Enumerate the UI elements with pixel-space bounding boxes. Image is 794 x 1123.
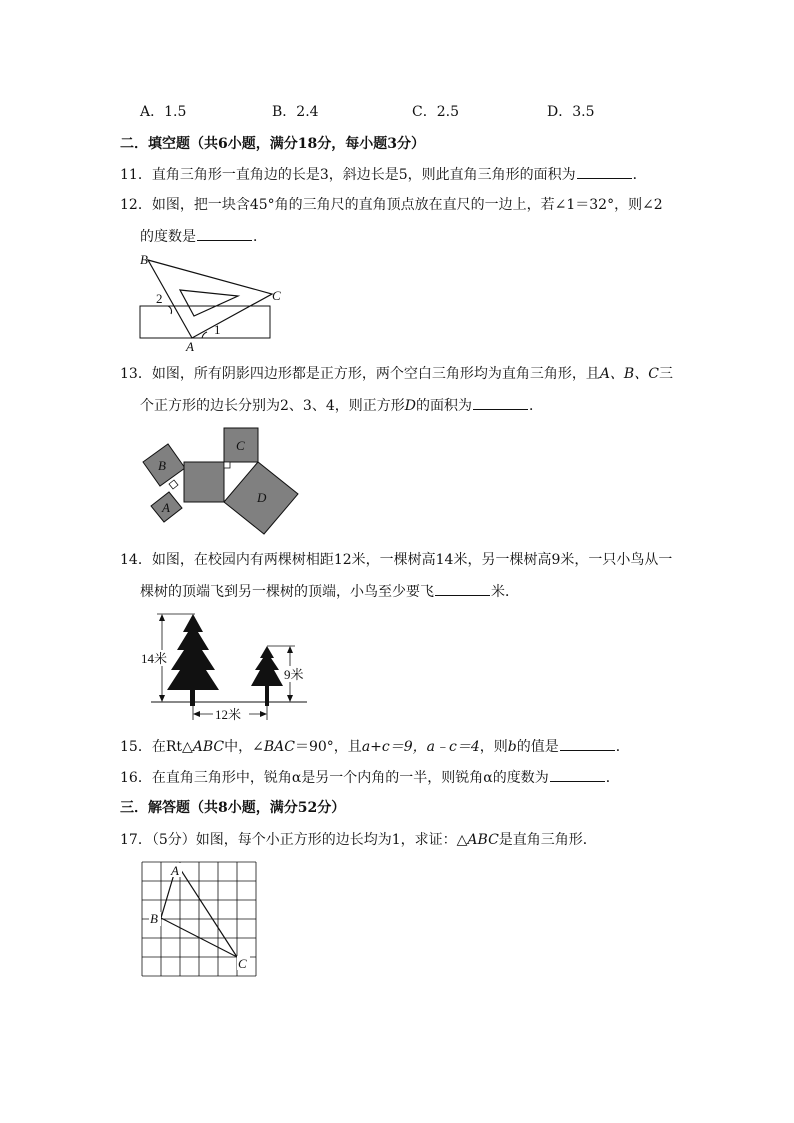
answer-blank (550, 767, 605, 782)
question-13-line2 (140, 395, 543, 416)
question-15 (120, 736, 630, 757)
right-angle-mark (224, 462, 230, 468)
angle-2-arc (168, 306, 172, 314)
q13-text-d: 的面积为 (415, 398, 472, 414)
square-center (184, 462, 224, 502)
q12-end: ． (253, 229, 267, 245)
label-b: B (140, 252, 148, 267)
q15-end3: ． (615, 739, 630, 755)
trees-figure (135, 608, 315, 728)
q17-end: 是直角三角形． (498, 832, 597, 848)
q16-text: 16．在直角三角形中，锐角α是另一个内角的一半，则锐角α的度数为 (120, 770, 549, 786)
answer-blank (577, 164, 632, 179)
triangle-ruler-outer (148, 260, 272, 338)
q15-prefix: 15．在Rt△ (120, 739, 193, 755)
q13-text-b: 三 (658, 366, 673, 382)
option-a: A．1.5 (140, 104, 187, 120)
section2-heading: 二．填空题（共6小题，满分18分，每小题3分） (120, 136, 425, 152)
label-a: A (186, 339, 194, 354)
question-16 (120, 767, 620, 788)
label-c: C (272, 288, 281, 303)
q16-end: ． (605, 770, 620, 786)
distance-label: 12米 (215, 707, 242, 722)
q13-text-a: 13．如图，所有阴影四边形都是正方形，两个空白三角形均为直角三角形，且 (120, 366, 600, 382)
q15-abc: ABC (192, 739, 225, 755)
tall-tree-icon (167, 614, 219, 706)
q15-b: b (507, 739, 517, 755)
q11-text: 11．直角三角形一直角边的长是3，斜边长是5，则此直角三角形的面积为 (120, 167, 576, 183)
label-c: C (236, 438, 245, 453)
q14-text: 棵树的顶端飞到另一棵树的顶端，小鸟至少要飞 (140, 584, 434, 600)
answer-blank (435, 581, 490, 596)
label-b: B (150, 911, 158, 926)
label-b: B (158, 458, 166, 473)
q15-end1: ，则 (479, 739, 508, 755)
short-height-label: 9米 (284, 667, 304, 682)
ruler-triangle-figure (130, 250, 290, 355)
triangle-ruler-inner (180, 290, 238, 316)
question-17 (120, 830, 597, 850)
q15-cond2: a+c＝9，a﹣c＝4 (361, 739, 480, 755)
label-a: A (171, 863, 179, 878)
q15-mid: 中，∠ (224, 739, 264, 755)
q13-vars: A、B、C (599, 366, 659, 382)
q11-end: ． (632, 167, 647, 183)
q13-text-c: 个正方形的边长分别为2、3、4，则正方形 (140, 398, 405, 414)
answer-blank (473, 395, 528, 410)
label-angle-2: 2 (156, 291, 163, 306)
tall-height-label: 14米 (141, 651, 168, 666)
label-a: A (162, 500, 170, 515)
q17-text: 17．（5分）如图，每个小正方形的边长均为1，求证：△ (120, 832, 468, 848)
grid-figure (140, 860, 265, 985)
label-angle-1: 1 (214, 322, 221, 337)
q12-text: 的度数是 (140, 229, 196, 245)
q13-end: ． (528, 398, 543, 414)
angle-1-arc (202, 332, 207, 338)
label-d: D (257, 490, 267, 505)
question-14-line2 (140, 581, 519, 602)
question-14-line1: 14．如图，在校园内有两棵树相距12米，一棵树高14米，另一棵树高9米，一只小鸟从一 (120, 552, 673, 568)
q15-bac: BAC (263, 739, 295, 755)
option-d: D．3.5 (547, 104, 595, 120)
right-angle-mark (169, 480, 178, 489)
question-12-line2 (140, 226, 267, 247)
question-13-line1 (120, 364, 673, 384)
answer-blank (560, 736, 615, 751)
option-c: C．2.5 (412, 104, 459, 120)
section3-heading: 三．解答题（共8小题，满分52分） (120, 800, 346, 816)
label-c: C (238, 956, 247, 971)
q17-abc: ABC (467, 832, 499, 848)
squares-figure (138, 420, 303, 538)
q15-cond1: ＝90°，且 (294, 739, 362, 755)
q15-end2: 的值是 (516, 739, 559, 755)
q14-end: 米． (491, 584, 519, 600)
option-b: B．2.4 (272, 104, 319, 120)
q13-var-d: D (404, 398, 416, 414)
answer-blank (197, 226, 252, 241)
short-tree-icon (251, 646, 283, 706)
question-11 (120, 164, 647, 185)
question-12-line1: 12．如图，把一块含45°角的三角尺的直角顶点放在直尺的一边上，若∠1＝32°，则∠2 (120, 197, 663, 213)
